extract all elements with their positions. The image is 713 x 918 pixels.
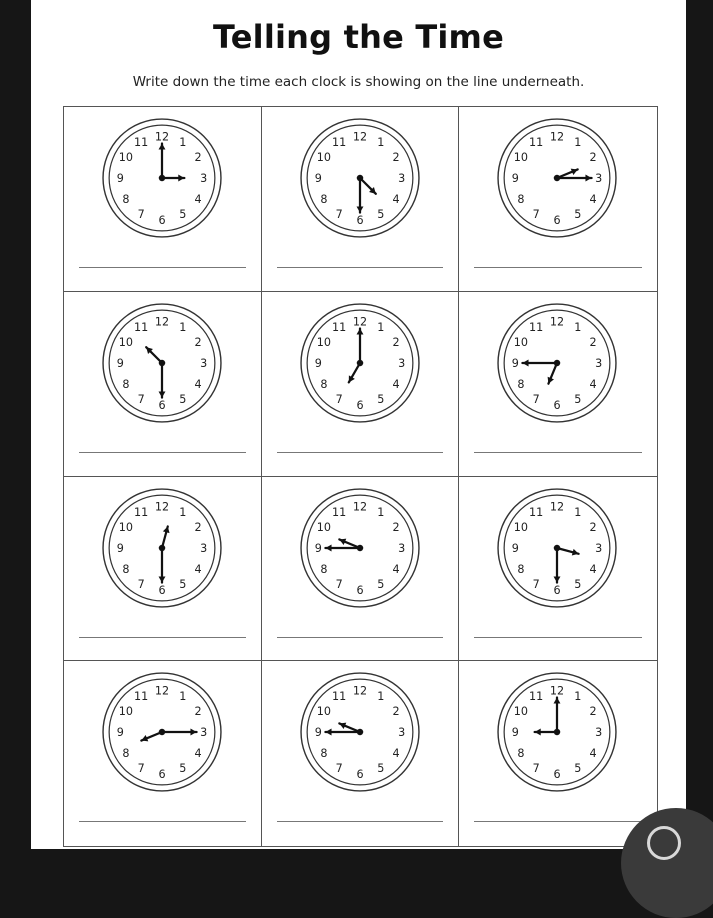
clock-number: 11 — [134, 135, 149, 149]
clock-number: 4 — [392, 377, 400, 391]
clock-cell — [64, 661, 262, 846]
clock-number: 3 — [397, 356, 405, 370]
clock-number: 6 — [553, 768, 561, 781]
answer-line[interactable] — [277, 452, 444, 453]
clock-number: 10 — [514, 335, 529, 349]
clock-number: 3 — [595, 172, 603, 186]
clock-number: 8 — [122, 562, 130, 576]
clock-number: 3 — [200, 356, 208, 370]
clock-number: 12 — [352, 684, 367, 698]
clock-number: 7 — [137, 762, 145, 776]
clock-center-dot — [356, 175, 363, 182]
clock-number: 7 — [335, 208, 343, 222]
clock-number: 3 — [397, 172, 405, 186]
clock-number: 5 — [376, 208, 385, 222]
clock-number: 5 — [574, 392, 582, 406]
clock-center-dot — [356, 359, 363, 366]
clock-number: 5 — [179, 577, 187, 591]
clock-number: 5 — [574, 208, 582, 222]
clock-number: 10 — [118, 151, 134, 165]
clock-number: 10 — [514, 520, 529, 534]
clock-number: 8 — [320, 377, 328, 391]
clock-number: 10 — [316, 335, 331, 349]
clock-number: 9 — [512, 726, 520, 740]
answer-line[interactable] — [277, 267, 444, 268]
clock-number: 8 — [517, 192, 525, 206]
clock-number: 5 — [574, 577, 582, 591]
clock-number: 7 — [137, 392, 145, 406]
clock-center-dot — [159, 175, 166, 182]
worksheet-title: Telling the Time — [213, 18, 504, 56]
clock-number: 12 — [154, 130, 170, 144]
clock-number: 11 — [134, 690, 149, 704]
clock-cell — [64, 292, 262, 477]
clock-number: 6 — [356, 213, 364, 227]
clock-cell — [262, 477, 460, 662]
clock-number: 4 — [392, 747, 400, 761]
clock-number: 1 — [376, 320, 385, 334]
clock-face — [101, 671, 223, 793]
clock-center-dot — [554, 175, 561, 182]
clock-number: 12 — [154, 315, 170, 329]
clock-number: 11 — [529, 690, 544, 704]
clock-number: 4 — [194, 562, 202, 576]
clock-center-dot — [159, 544, 166, 551]
answer-line[interactable] — [79, 637, 246, 638]
clock-number: 9 — [116, 541, 124, 555]
clock-number: 10 — [118, 520, 134, 534]
clock-number: 8 — [122, 747, 130, 761]
clock-number: 1 — [574, 690, 582, 704]
clock-center-dot — [554, 359, 561, 366]
clock-number: 8 — [122, 377, 130, 391]
clock-number: 7 — [335, 392, 343, 406]
clock-number: 9 — [512, 356, 520, 370]
clock-face — [299, 117, 421, 239]
clock-number: 5 — [574, 762, 582, 776]
clock-number: 5 — [376, 392, 385, 406]
clock-face — [496, 487, 618, 609]
clock-cell — [459, 477, 657, 662]
clock-number: 11 — [529, 320, 544, 334]
clock-number: 1 — [376, 505, 385, 519]
clock-number: 3 — [200, 172, 208, 186]
clock-cell — [64, 477, 262, 662]
clock-cell — [262, 661, 460, 846]
clock-face — [101, 487, 223, 609]
clock-number: 6 — [158, 398, 166, 412]
clock-number: 10 — [316, 151, 331, 165]
answer-line[interactable] — [474, 821, 642, 822]
clock-number: 11 — [134, 505, 149, 519]
clock-number: 5 — [179, 208, 187, 222]
clock-face — [101, 117, 223, 239]
clock-number: 6 — [158, 583, 166, 597]
clock-center-dot — [356, 729, 363, 736]
clock-cell — [64, 107, 262, 292]
clock-number: 12 — [550, 315, 565, 329]
clock-number: 2 — [392, 520, 400, 534]
answer-line[interactable] — [277, 821, 444, 822]
clock-center-dot — [356, 544, 363, 551]
clock-number: 6 — [158, 768, 166, 781]
clock-number: 4 — [589, 377, 597, 391]
clock-number: 9 — [116, 356, 124, 370]
clock-number: 3 — [397, 541, 405, 555]
clock-number: 3 — [397, 726, 405, 740]
clock-number: 3 — [200, 541, 208, 555]
clock-number: 1 — [179, 505, 187, 519]
clock-center-dot — [159, 359, 166, 366]
clock-number: 9 — [512, 172, 520, 186]
clock-number: 3 — [595, 541, 603, 555]
clock-number: 11 — [331, 135, 346, 149]
clock-number: 7 — [335, 577, 343, 591]
clock-number: 2 — [392, 705, 400, 719]
clock-number: 2 — [589, 335, 597, 349]
clock-number: 12 — [550, 130, 565, 144]
clock-number: 11 — [134, 320, 149, 334]
clock-number: 3 — [200, 726, 208, 740]
clock-number: 4 — [589, 747, 597, 761]
clock-number: 1 — [574, 320, 582, 334]
answer-line[interactable] — [474, 452, 642, 453]
clock-cell — [262, 107, 460, 292]
answer-line[interactable] — [474, 637, 642, 638]
clock-number: 2 — [194, 335, 202, 349]
clock-number: 6 — [356, 768, 364, 781]
clock-number: 5 — [179, 392, 187, 406]
clock-number: 12 — [154, 499, 170, 513]
clock-number: 1 — [376, 135, 385, 149]
clock-number: 8 — [320, 192, 328, 206]
clock-number: 2 — [194, 520, 202, 534]
clock-number: 12 — [550, 499, 565, 513]
clock-number: 12 — [352, 130, 367, 144]
clock-number: 8 — [517, 562, 525, 576]
clock-cell — [262, 292, 460, 477]
clock-number: 1 — [376, 690, 385, 704]
clock-cell — [459, 292, 657, 477]
clock-number: 5 — [179, 762, 187, 776]
clock-number: 6 — [356, 583, 364, 597]
clock-number: 9 — [314, 356, 322, 370]
clock-face — [496, 302, 618, 424]
answer-line[interactable] — [277, 637, 444, 638]
clock-number: 9 — [116, 172, 124, 186]
clock-number: 3 — [595, 726, 603, 740]
clock-number: 2 — [589, 151, 597, 165]
clock-number: 1 — [574, 135, 582, 149]
clock-number: 10 — [514, 151, 529, 165]
clock-number: 2 — [392, 335, 400, 349]
clock-number: 4 — [194, 747, 202, 761]
clock-number: 1 — [574, 505, 582, 519]
clock-number: 11 — [529, 135, 544, 149]
clock-number: 10 — [316, 520, 331, 534]
clock-number: 12 — [352, 499, 367, 513]
clock-number: 12 — [352, 315, 367, 329]
clock-number: 9 — [314, 726, 322, 740]
clock-number: 2 — [194, 705, 202, 719]
clock-number: 9 — [314, 172, 322, 186]
clock-center-dot — [554, 544, 561, 551]
clock-number: 9 — [116, 726, 124, 740]
clock-center-dot — [159, 729, 166, 736]
clock-number: 1 — [179, 135, 187, 149]
clock-number: 8 — [320, 747, 328, 761]
clock-face — [496, 117, 618, 239]
clock-number: 6 — [553, 398, 561, 412]
clock-number: 6 — [553, 213, 561, 227]
clock-number: 3 — [595, 356, 603, 370]
clock-number: 6 — [356, 398, 364, 412]
clock-number: 1 — [179, 320, 187, 334]
clock-number: 11 — [331, 505, 346, 519]
clock-face — [101, 302, 223, 424]
clock-number: 7 — [137, 208, 145, 222]
clock-number: 11 — [331, 690, 346, 704]
clock-number: 2 — [589, 705, 597, 719]
clock-number: 1 — [179, 690, 187, 704]
clock-cell — [459, 107, 657, 292]
clock-number: 10 — [514, 705, 529, 719]
clock-number: 10 — [316, 705, 331, 719]
clock-number: 7 — [335, 762, 343, 776]
answer-line[interactable] — [79, 452, 246, 453]
clock-number: 8 — [517, 747, 525, 761]
clock-number: 10 — [118, 705, 134, 719]
clock-number: 12 — [550, 684, 565, 698]
clock-center-dot — [554, 729, 561, 736]
camera-shutter-icon[interactable] — [621, 808, 713, 918]
clock-number: 8 — [122, 192, 130, 206]
clock-face — [496, 671, 618, 793]
clock-number: 7 — [532, 208, 541, 222]
clock-face — [299, 487, 421, 609]
clock-number: 12 — [154, 684, 170, 698]
clock-number: 4 — [392, 562, 400, 576]
clock-number: 6 — [553, 583, 561, 597]
clock-face — [299, 671, 421, 793]
clock-number: 6 — [158, 213, 166, 227]
clock-number: 4 — [194, 192, 202, 206]
clock-number: 4 — [589, 192, 597, 206]
clock-number: 7 — [532, 577, 541, 591]
clock-grid — [63, 106, 658, 847]
clock-number: 7 — [532, 392, 541, 406]
clock-number: 4 — [392, 192, 400, 206]
clock-number: 5 — [376, 577, 385, 591]
clock-number: 2 — [194, 151, 202, 165]
clock-cell — [459, 661, 657, 846]
answer-line[interactable] — [79, 821, 246, 822]
answer-line[interactable] — [474, 267, 642, 268]
clock-number: 9 — [314, 541, 322, 555]
clock-number: 4 — [194, 377, 202, 391]
clock-number: 11 — [529, 505, 544, 519]
clock-number: 8 — [320, 562, 328, 576]
worksheet-instruction: Write down the time each clock is showing on the line underneath. — [132, 74, 585, 90]
worksheet-page — [31, 0, 686, 849]
clock-number: 11 — [331, 320, 346, 334]
clock-number: 10 — [118, 335, 134, 349]
clock-face — [299, 302, 421, 424]
clock-number: 4 — [589, 562, 597, 576]
clock-number: 5 — [376, 762, 385, 776]
clock-number: 2 — [589, 520, 597, 534]
clock-number: 9 — [512, 541, 520, 555]
clock-number: 7 — [532, 762, 541, 776]
clock-number: 2 — [392, 151, 400, 165]
clock-number: 7 — [137, 577, 145, 591]
shutter-ring — [647, 826, 681, 860]
answer-line[interactable] — [79, 267, 246, 268]
clock-number: 8 — [517, 377, 525, 391]
